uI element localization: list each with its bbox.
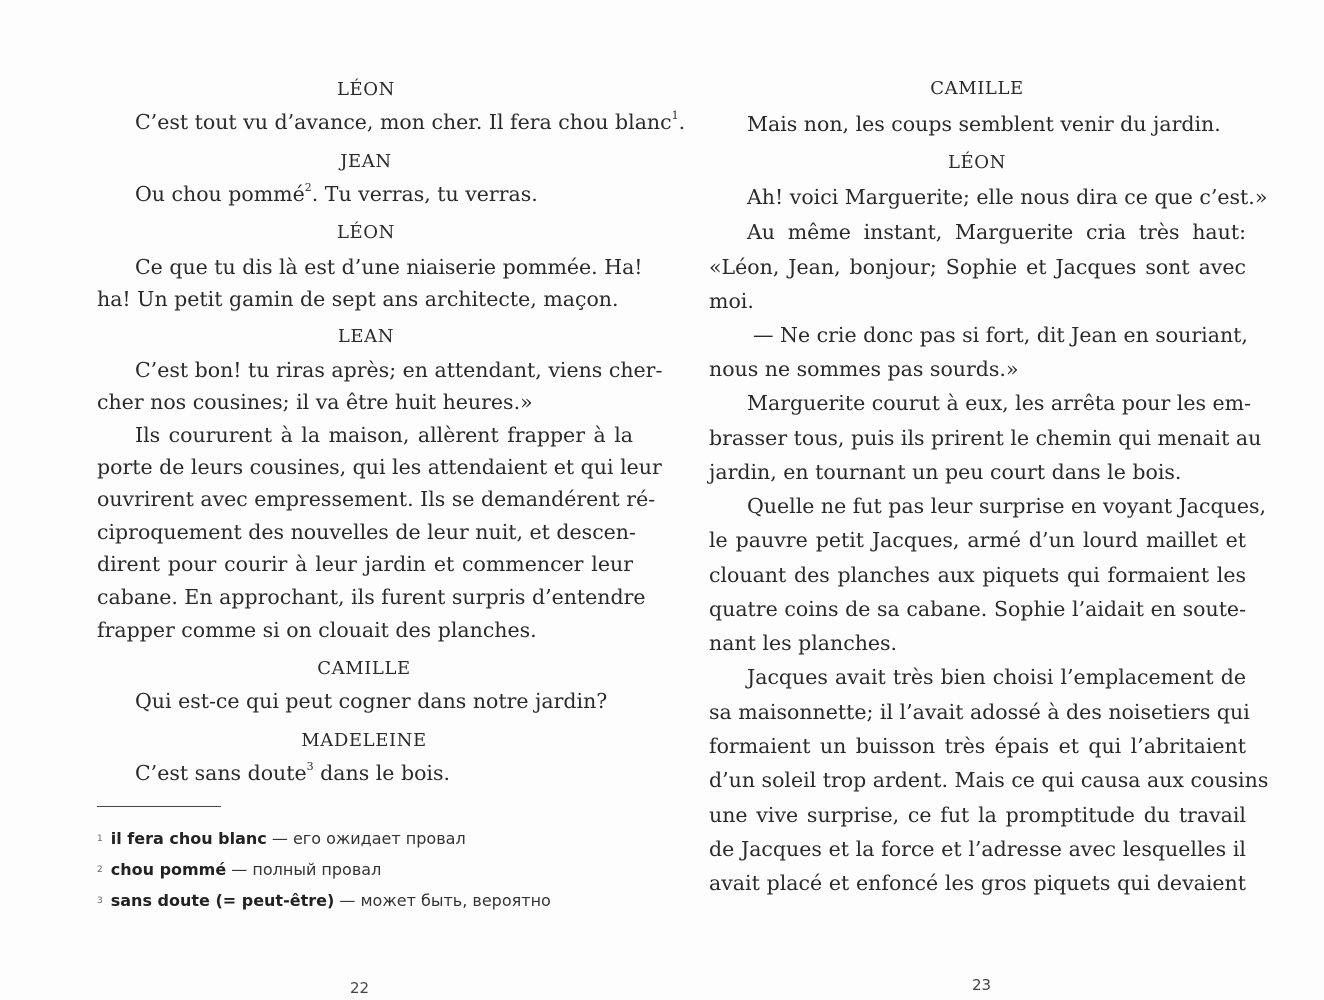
- text-line: C’est bon! tu riras après; en attendant, viens cher-: [135, 358, 663, 382]
- text-line: ciproquement des nouvelles de leur nuit, et descen-: [97, 520, 636, 544]
- page-number: 22: [350, 979, 370, 997]
- text-line: frapper comme si on clouait des planches.: [97, 618, 537, 642]
- text-line: formaient un buisson très épais et qui l’abritaient: [709, 734, 1246, 758]
- dialogue-line: Ou chou pommé$^2$. Tu verras, tu verras.: [135, 181, 538, 206]
- speaker-name: JEAN: [340, 151, 392, 172]
- dialogue-line: Mais non, les coups semblent venir du jardin.: [747, 112, 1221, 136]
- speaker-name: CAMILLE: [930, 78, 1024, 99]
- dialogue-line: C’est sans doute$^3$ dans le bois.: [135, 760, 451, 785]
- footnote-divider: [97, 806, 221, 807]
- speaker-name: MADELEINE: [301, 730, 427, 751]
- text-line: — Ne crie donc pas si fort, dit Jean en souriant,: [753, 323, 1248, 347]
- text-line: moi.: [709, 289, 754, 313]
- text-line: ha! Un petit gamin de sept ans architecte, maçon.: [97, 287, 619, 311]
- footnote: 2 chou pommé — полный провал: [97, 860, 382, 879]
- dialogue-line: C’est tout vu d’avance, mon cher. Il fera chou blanc$^1$.: [135, 109, 686, 134]
- text-line: Marguerite courut à eux, les arrêta pour les em-: [747, 391, 1252, 415]
- right-page: [662, 0, 1324, 1000]
- footnote: 1 il fera chou blanc — его ожидает провал: [97, 829, 466, 848]
- text-line: dirent pour courir à leur jardin et commencer leur: [97, 552, 633, 576]
- text-line: jardin, en tournant un peu court dans le bois.: [709, 460, 1182, 484]
- text-line: Ce que tu dis là est d’une niaiserie pommée. Ha!: [135, 255, 643, 279]
- text-line: de Jacques et la force et l’adresse avec lesquelles il: [709, 837, 1246, 861]
- text-line: cabane. En approchant, ils furent surpris d’entendre: [97, 585, 646, 609]
- text-line: «Léon, Jean, bonjour; Sophie et Jacques sont avec: [709, 255, 1246, 279]
- dialogue-line: Qui est-ce qui peut cogner dans notre jardin?: [135, 689, 608, 713]
- speaker-name: LÉON: [337, 79, 395, 100]
- text-line: Jacques avait très bien choisi l’emplacement de: [747, 665, 1246, 689]
- speaker-name: CAMILLE: [317, 658, 411, 679]
- text-line: quatre coins de sa cabane. Sophie l’aidait en soute-: [709, 597, 1246, 621]
- dialogue-line: Ah! voici Marguerite; elle nous dira ce que c’est.»: [747, 185, 1268, 209]
- speaker-name: LÉON: [948, 152, 1006, 173]
- speaker-name: LÉON: [337, 222, 395, 243]
- footnote: 3 sans doute (= peut-être) — может быть, вероятно: [97, 891, 551, 910]
- text-line: sa maisonnette; il l’avait adossé à des noisetiers qui: [709, 700, 1250, 724]
- text-line: Au même instant, Marguerite cria très haut:: [747, 220, 1246, 244]
- text-line: une vive surprise, ce fut la promptitude du travail: [709, 803, 1246, 827]
- text-line: nous ne sommes pas sourds.»: [709, 357, 1019, 381]
- text-line: brasser tous, puis ils prirent le chemin qui menait au: [709, 426, 1262, 450]
- text-line: nant les planches.: [709, 631, 898, 655]
- text-line: avait placé et enfoncé les gros piquets qui devaient: [709, 871, 1246, 895]
- footnote-mark: 2: [304, 181, 312, 195]
- text-line: cher nos cousines; il va être huit heures.»: [97, 390, 533, 414]
- page-number: 23: [972, 976, 992, 994]
- text-line: clouant des planches aux piquets qui formaient les: [709, 563, 1246, 587]
- footnote-mark: 1: [671, 109, 679, 123]
- text-line: le pauvre petit Jacques, armé d’un lourd maillet et: [709, 528, 1246, 552]
- footnote-mark: 3: [306, 760, 314, 774]
- speaker-name: LEAN: [337, 326, 395, 347]
- text-line: ouvrirent avec empressement. Ils se demandérent ré-: [97, 487, 656, 511]
- text-line: d’un soleil trop ardent. Mais ce qui causa aux cousins: [709, 768, 1269, 792]
- text-line: porte de leurs cousines, qui les attendaient et qui leur: [97, 455, 662, 479]
- text-line: Ils coururent à la maison, allèrent frapper à la: [135, 423, 633, 447]
- text-line: Quelle ne fut pas leur surprise en voyant Jacques,: [747, 494, 1267, 518]
